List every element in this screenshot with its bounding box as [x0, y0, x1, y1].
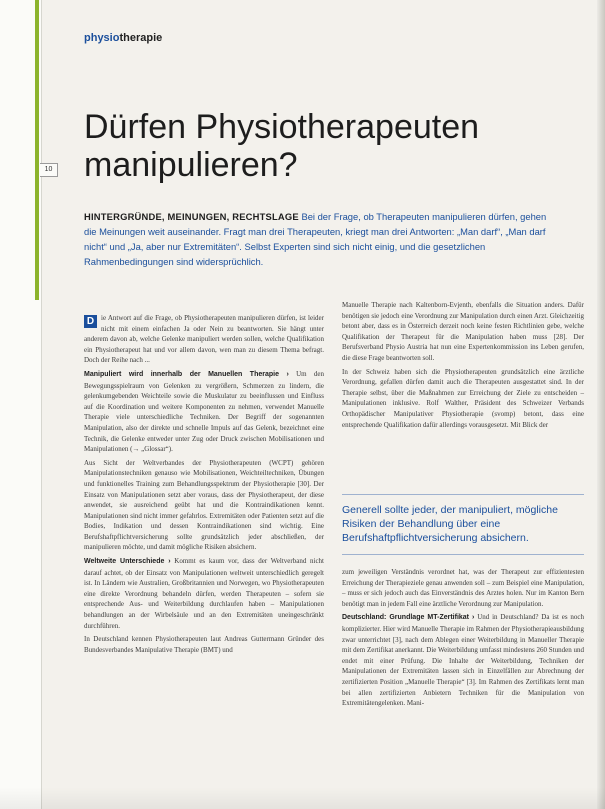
paragraph-text: In der Schweiz haben sich die Physiotherapeuten grundsätzlich eine ärztliche Verordnung, gefallen dürfen damit auch die Therapeuten ausgestattet sind. In der Therapie selbst, über die Maßnahmen zur Erreichung der Ziele zu entscheiden – Manipulationen inklusive. Rolf Walther, Präsident des Schweizer Verbands Orthopädischer Manipulativer Physiotherapie (svomp) betont, dass eine entsprechende Qualifikation dafür allerdings vorausgesetzt. Mit Blick der: [342, 367, 584, 429]
page-binding-shadow: [597, 0, 605, 809]
lead-text: Bei der Frage, ob Therapeuten manipulieren dürfen, gehen die Meinungen weit auseinander. Fragt man drei Therapeuten, kriegt man drei Antworten: „Man darf“, „Man darf nicht“ und „Ja, aber nur Extremitäten“. Selbst Experten sind sich nicht einig, und die gesetzlichen Rahmenbedingungen sind widersprüchlich.: [84, 211, 547, 267]
accent-rule: [35, 0, 39, 300]
paragraph-text: Und in Deutschland? Da ist es noch komplizierter. Hier wird Manuelle Therapie im Rahmen der Physiotherapieausbildung zwar unterrichtet [3], nach dem Ablegen einer Weiterbildung in Manueller Therapie mit dem Zertifikat anerkannt. Die Weiterbildung umfasst mindestens 260 Stunden und endet mit einer Prüfung. Die Inhalte der Weiterbildung, Techniken der Manipulationen der Extremitäten lassen sich in Einzelfällen zur Abrechnung der zertifizierten Position „Manuelle Therapie“ [3]. Im Rahmen des Zertifikats lernt man bei allen zertifizierten Anbietern Techniken für die Manipulation von Extremitätengelenken. Mani-: [342, 613, 585, 708]
paragraph: [342, 367, 584, 431]
paragraph-text: Um den Bewegungsspielraum von Gelenken zu vergrößern, Schmerzen zu lindern, die gelenkumgebenden Weichteile sowie die Muskulatur zu beeinflussen und Einfluss auf die Koordination und weitere Komponenten zu nehmen, verwendet Manuelle Therapie viele unterschiedliche Techniken. Der Begriff der sogenannten Manipulation, also der direkte und schnelle Impuls auf das Gelenk, bezeichnet eine Technik, die Gelenke entweder unter Zug oder Druck zwischen Mobilisationen und Manipulationen (→ „Glossar“).: [84, 369, 324, 454]
article-lead: [84, 209, 554, 269]
paragraph: [342, 300, 584, 364]
body-column-right-lower: [342, 567, 584, 712]
paragraph: [84, 556, 324, 631]
subheading: Deutschland: Grundlage MT-Zertifikat ›: [342, 614, 475, 622]
pull-quote: Generell sollte jeder, der manipuliert, mögliche Risiken der Behandlung über eine Berufshaftpflichtversicherung absichern.: [342, 494, 584, 555]
page-bottom-shade: [0, 787, 605, 809]
page-number: 10: [40, 163, 58, 177]
section-tag: [84, 32, 162, 44]
paragraph-text: In Deutschland kennen Physiotherapeuten laut Andreas Guttermann Gründer des Bundesverbandes Manipulative Therapie (BMT) und: [84, 635, 324, 654]
paragraph-text: Manuelle Therapie nach Kaltenborn-Evjenth, ebenfalls die Situation anders. Dafür benötigen sie jedoch eine Verordnung zur Manipulation durch einen Arzt. Gleichzeitig betont aber, dass es in Österreich derzeit noch keine festen Richtlinien gebe, welche Qualifikation der Therapeut für die Manipulation haben muss [28]. Der Berufsverband Physio Austria hat nun eine Expertenkommission ins Leben gerufen, die diese Frage beantworten soll.: [342, 301, 584, 362]
headline-line-2: manipulieren?: [84, 146, 298, 184]
paragraph-text: zum jeweiligen Verständnis verordnet hat, was der Therapeut zur effizientesten Erreichung der Therapieziele genau anwenden soll – zum Beispiel eine Manipulation, – muss er sich jedoch auch das Einverständnis des Arztes holen. Nur im Kanton Bern benötigt man in jedem Fall eine ärztliche Verordnung zur Manipulation.: [342, 568, 584, 608]
lead-kicker: HINTERGRÜNDE, MEINUNGEN, RECHTSLAGE: [84, 211, 299, 222]
article-headline: [84, 108, 524, 184]
paragraph: [342, 612, 584, 708]
section-tag-prefix: physio: [84, 32, 120, 44]
paragraph-text: Aus Sicht der Weltverbandes der Physiotherapeuten (WCPT) gehören Manipulationstechniken genauso wie Mobilisationen, Weichteiltechniken, Übungen und funktionelles Training zum Behandlungsspektrum der Physiotherapie [30]. Der Einsatz von Manipulationen setzt aber voraus, dass der Physiotherapeut, der diese anwendet, sie ausreichend geübt hat und die Kontraindikationen kennt. Manipulationen sind nicht immer gefahrlos. Extremitäten oder Patienten setzt auf die Bodies, Indikation und dessen Kontraindikationen sind wichtig. Eine Berufshaftpflichtversicherung sollte grundsätzlich jeder abschließen, der manipulieren möchte, und damit mögliche Risiken absichern.: [84, 458, 324, 552]
paragraph: [342, 567, 584, 609]
body-column-right: [342, 300, 584, 433]
paragraph: [84, 458, 324, 553]
dropcap: D: [84, 315, 97, 328]
subheading: Weltweite Unterschiede ›: [84, 558, 171, 566]
subheading: Manipuliert wird innerhalb der Manuellen Therapie ›: [84, 370, 289, 378]
paragraph: [84, 634, 324, 655]
paragraph: [84, 313, 324, 366]
section-tag-suffix: therapie: [119, 32, 163, 44]
paragraph: [84, 369, 324, 455]
paragraph-text: ie Antwort auf die Frage, ob Physiotherapeuten manipulieren dürfen, ist leider nicht mit einem einfachen Ja oder Nein zu beantworten. Sie hängt unter anderem davon ab, welche Gelenke manipuliert werden sollen, welche Qualifikation ein Physiotherapeut hat und vor allem davon, wen man zu diesem Thema befragt. Doch der Reihe nach ...: [84, 314, 324, 365]
body-column-left: [84, 313, 324, 658]
headline-line-1: Dürfen Physiotherapeuten: [84, 108, 480, 146]
paragraph-text: Kommt es kaum vor, dass der Weltverband nicht darauf achtet, ob der Einsatz von Manipulationen weltweit unterschiedlich geregelt ist. In Ländern wie Australien, Großbritannien und Norwegen, wo Physiotherapeuten eine direkte Verordnung behandeln dürfen, werden Therapeuten – sofern sie entsprechende Aus- und Weiterbildung durchlaufen haben – Manipulationen behandlungen an der Wirbelsäule und an den Extremitäten uneingeschränkt durchführen.: [84, 557, 325, 630]
